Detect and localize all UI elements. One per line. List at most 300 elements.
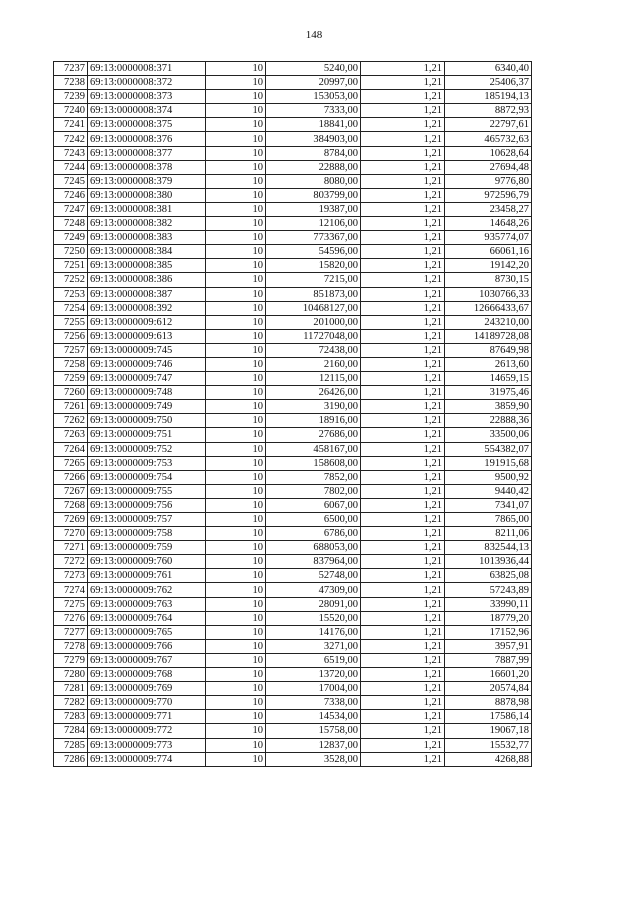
row-number-cell: 7273 (54, 569, 88, 583)
row-number-cell: 7266 (54, 470, 88, 484)
coefficient-cell: 1,21 (361, 118, 445, 132)
value-cell: 7338,00 (266, 696, 361, 710)
value-cell: 6067,00 (266, 498, 361, 512)
coefficient-cell: 1,21 (361, 428, 445, 442)
table-body (54, 62, 532, 767)
cadastral-number-cell: 69:13:0000009:748 (88, 386, 206, 400)
rate-cell: 10 (206, 470, 266, 484)
coefficient-cell: 1,21 (361, 639, 445, 653)
table-row (54, 400, 532, 414)
row-number-cell: 7245 (54, 174, 88, 188)
rate-cell: 10 (206, 527, 266, 541)
rate-cell: 10 (206, 456, 266, 470)
cadastral-number-cell: 69:13:0000009:752 (88, 442, 206, 456)
row-number-cell: 7267 (54, 484, 88, 498)
coefficient-cell: 1,21 (361, 62, 445, 76)
total-cell: 4268,88 (445, 752, 532, 766)
total-cell: 9500,92 (445, 470, 532, 484)
row-number-cell: 7252 (54, 273, 88, 287)
rate-cell: 10 (206, 202, 266, 216)
rate-cell: 10 (206, 738, 266, 752)
value-cell: 15758,00 (266, 724, 361, 738)
value-cell: 28091,00 (266, 597, 361, 611)
coefficient-cell: 1,21 (361, 231, 445, 245)
value-cell: 12106,00 (266, 217, 361, 231)
row-number-cell: 7237 (54, 62, 88, 76)
total-cell: 33500,06 (445, 428, 532, 442)
coefficient-cell: 1,21 (361, 372, 445, 386)
value-cell: 384903,00 (266, 132, 361, 146)
row-number-cell: 7256 (54, 329, 88, 343)
rate-cell: 10 (206, 653, 266, 667)
cadastral-number-cell: 69:13:0000009:765 (88, 625, 206, 639)
cadastral-number-cell: 69:13:0000008:382 (88, 217, 206, 231)
coefficient-cell: 1,21 (361, 696, 445, 710)
rate-cell: 10 (206, 329, 266, 343)
coefficient-cell: 1,21 (361, 188, 445, 202)
total-cell: 6340,40 (445, 62, 532, 76)
row-number-cell: 7264 (54, 442, 88, 456)
table-row (54, 329, 532, 343)
total-cell: 27694,48 (445, 160, 532, 174)
row-number-cell: 7248 (54, 217, 88, 231)
row-number-cell: 7247 (54, 202, 88, 216)
rate-cell: 10 (206, 315, 266, 329)
table-row (54, 301, 532, 315)
coefficient-cell: 1,21 (361, 76, 445, 90)
row-number-cell: 7282 (54, 696, 88, 710)
cadastral-number-cell: 69:13:0000008:371 (88, 62, 206, 76)
rate-cell: 10 (206, 414, 266, 428)
coefficient-cell: 1,21 (361, 442, 445, 456)
rate-cell: 10 (206, 541, 266, 555)
total-cell: 554382,07 (445, 442, 532, 456)
coefficient-cell: 1,21 (361, 710, 445, 724)
value-cell: 14534,00 (266, 710, 361, 724)
cadastral-number-cell: 69:13:0000009:764 (88, 611, 206, 625)
table-row (54, 62, 532, 76)
cadastral-number-cell: 69:13:0000008:377 (88, 146, 206, 160)
coefficient-cell: 1,21 (361, 287, 445, 301)
rate-cell: 10 (206, 484, 266, 498)
table-row (54, 132, 532, 146)
row-number-cell: 7240 (54, 104, 88, 118)
coefficient-cell: 1,21 (361, 682, 445, 696)
coefficient-cell: 1,21 (361, 146, 445, 160)
rate-cell: 10 (206, 245, 266, 259)
row-number-cell: 7238 (54, 76, 88, 90)
row-number-cell: 7269 (54, 513, 88, 527)
coefficient-cell: 1,21 (361, 174, 445, 188)
row-number-cell: 7259 (54, 372, 88, 386)
rate-cell: 10 (206, 188, 266, 202)
cadastral-number-cell: 69:13:0000008:384 (88, 245, 206, 259)
total-cell: 17586,14 (445, 710, 532, 724)
cadastral-number-cell: 69:13:0000009:773 (88, 738, 206, 752)
rate-cell: 10 (206, 513, 266, 527)
rate-cell: 10 (206, 301, 266, 315)
coefficient-cell: 1,21 (361, 414, 445, 428)
total-cell: 22888,36 (445, 414, 532, 428)
value-cell: 7333,00 (266, 104, 361, 118)
rate-cell: 10 (206, 174, 266, 188)
cadastral-number-cell: 69:13:0000009:746 (88, 357, 206, 371)
row-number-cell: 7246 (54, 188, 88, 202)
value-cell: 851873,00 (266, 287, 361, 301)
row-number-cell: 7286 (54, 752, 88, 766)
cadastral-number-cell: 69:13:0000009:771 (88, 710, 206, 724)
table-row (54, 498, 532, 512)
table-row (54, 245, 532, 259)
rate-cell: 10 (206, 752, 266, 766)
value-cell: 52748,00 (266, 569, 361, 583)
cadastral-number-cell: 69:13:0000009:755 (88, 484, 206, 498)
row-number-cell: 7270 (54, 527, 88, 541)
value-cell: 201000,00 (266, 315, 361, 329)
rate-cell: 10 (206, 498, 266, 512)
coefficient-cell: 1,21 (361, 90, 445, 104)
coefficient-cell: 1,21 (361, 301, 445, 315)
total-cell: 8730,15 (445, 273, 532, 287)
table-row (54, 682, 532, 696)
value-cell: 13720,00 (266, 668, 361, 682)
cadastral-number-cell: 69:13:0000009:767 (88, 653, 206, 667)
value-cell: 6786,00 (266, 527, 361, 541)
table-row (54, 527, 532, 541)
cadastral-number-cell: 69:13:0000008:375 (88, 118, 206, 132)
table-row (54, 442, 532, 456)
total-cell: 8211,06 (445, 527, 532, 541)
cadastral-number-cell: 69:13:0000008:380 (88, 188, 206, 202)
row-number-cell: 7274 (54, 583, 88, 597)
value-cell: 26426,00 (266, 386, 361, 400)
row-number-cell: 7257 (54, 343, 88, 357)
rate-cell: 10 (206, 90, 266, 104)
value-cell: 12837,00 (266, 738, 361, 752)
value-cell: 22888,00 (266, 160, 361, 174)
page-number: 148 (305, 29, 323, 41)
rate-cell: 10 (206, 104, 266, 118)
rate-cell: 10 (206, 386, 266, 400)
row-number-cell: 7262 (54, 414, 88, 428)
table-row (54, 738, 532, 752)
row-number-cell: 7254 (54, 301, 88, 315)
total-cell: 972596,79 (445, 188, 532, 202)
rate-cell: 10 (206, 343, 266, 357)
table-row (54, 372, 532, 386)
cadastral-number-cell: 69:13:0000008:376 (88, 132, 206, 146)
rate-cell: 10 (206, 555, 266, 569)
coefficient-cell: 1,21 (361, 668, 445, 682)
table-row (54, 513, 532, 527)
cadastral-number-cell: 69:13:0000008:373 (88, 90, 206, 104)
cadastral-number-cell: 69:13:0000008:378 (88, 160, 206, 174)
total-cell: 7341,07 (445, 498, 532, 512)
coefficient-cell: 1,21 (361, 329, 445, 343)
coefficient-cell: 1,21 (361, 160, 445, 174)
cadastral-number-cell: 69:13:0000009:766 (88, 639, 206, 653)
table-row (54, 597, 532, 611)
table-row (54, 653, 532, 667)
cadastral-number-cell: 69:13:0000009:754 (88, 470, 206, 484)
value-cell: 5240,00 (266, 62, 361, 76)
coefficient-cell: 1,21 (361, 625, 445, 639)
value-cell: 7215,00 (266, 273, 361, 287)
value-cell: 688053,00 (266, 541, 361, 555)
table-row (54, 470, 532, 484)
table-row (54, 484, 532, 498)
cadastral-number-cell: 69:13:0000009:613 (88, 329, 206, 343)
row-number-cell: 7250 (54, 245, 88, 259)
total-cell: 9776,80 (445, 174, 532, 188)
value-cell: 12115,00 (266, 372, 361, 386)
total-cell: 3859,90 (445, 400, 532, 414)
cadastral-number-cell: 69:13:0000009:749 (88, 400, 206, 414)
cadastral-number-cell: 69:13:0000009:747 (88, 372, 206, 386)
rate-cell: 10 (206, 273, 266, 287)
cadastral-number-cell: 69:13:0000008:381 (88, 202, 206, 216)
total-cell: 935774,07 (445, 231, 532, 245)
row-number-cell: 7268 (54, 498, 88, 512)
value-cell: 54596,00 (266, 245, 361, 259)
value-cell: 3190,00 (266, 400, 361, 414)
table-row (54, 724, 532, 738)
coefficient-cell: 1,21 (361, 245, 445, 259)
value-cell: 18841,00 (266, 118, 361, 132)
total-cell: 18779,20 (445, 611, 532, 625)
total-cell: 14189728,08 (445, 329, 532, 343)
coefficient-cell: 1,21 (361, 202, 445, 216)
table-row (54, 583, 532, 597)
total-cell: 19067,18 (445, 724, 532, 738)
cadastral-number-cell: 69:13:0000009:760 (88, 555, 206, 569)
table-row (54, 90, 532, 104)
total-cell: 87649,98 (445, 343, 532, 357)
cadastral-number-cell: 69:13:0000009:757 (88, 513, 206, 527)
coefficient-cell: 1,21 (361, 315, 445, 329)
coefficient-cell: 1,21 (361, 724, 445, 738)
rate-cell: 10 (206, 639, 266, 653)
coefficient-cell: 1,21 (361, 527, 445, 541)
row-number-cell: 7244 (54, 160, 88, 174)
rate-cell: 10 (206, 372, 266, 386)
cadastral-number-cell: 69:13:0000008:383 (88, 231, 206, 245)
table-row (54, 188, 532, 202)
cadastral-number-cell: 69:13:0000009:772 (88, 724, 206, 738)
rate-cell: 10 (206, 724, 266, 738)
rate-cell: 10 (206, 132, 266, 146)
value-cell: 14176,00 (266, 625, 361, 639)
rate-cell: 10 (206, 146, 266, 160)
rate-cell: 10 (206, 76, 266, 90)
cadastral-table (53, 61, 532, 767)
value-cell: 837964,00 (266, 555, 361, 569)
value-cell: 458167,00 (266, 442, 361, 456)
value-cell: 27686,00 (266, 428, 361, 442)
total-cell: 3957,91 (445, 639, 532, 653)
total-cell: 2613,60 (445, 357, 532, 371)
coefficient-cell: 1,21 (361, 738, 445, 752)
rate-cell: 10 (206, 118, 266, 132)
value-cell: 19387,00 (266, 202, 361, 216)
cadastral-number-cell: 69:13:0000009:753 (88, 456, 206, 470)
total-cell: 7865,00 (445, 513, 532, 527)
table-row (54, 315, 532, 329)
value-cell: 153053,00 (266, 90, 361, 104)
rate-cell: 10 (206, 442, 266, 456)
row-number-cell: 7280 (54, 668, 88, 682)
cadastral-number-cell: 69:13:0000009:762 (88, 583, 206, 597)
value-cell: 158608,00 (266, 456, 361, 470)
rate-cell: 10 (206, 428, 266, 442)
cadastral-number-cell: 69:13:0000009:759 (88, 541, 206, 555)
table-row (54, 555, 532, 569)
rate-cell: 10 (206, 668, 266, 682)
cadastral-number-cell: 69:13:0000008:379 (88, 174, 206, 188)
value-cell: 18916,00 (266, 414, 361, 428)
value-cell: 8080,00 (266, 174, 361, 188)
value-cell: 6500,00 (266, 513, 361, 527)
row-number-cell: 7241 (54, 118, 88, 132)
row-number-cell: 7276 (54, 611, 88, 625)
total-cell: 17152,96 (445, 625, 532, 639)
total-cell: 19142,20 (445, 259, 532, 273)
total-cell: 7887,99 (445, 653, 532, 667)
row-number-cell: 7275 (54, 597, 88, 611)
row-number-cell: 7249 (54, 231, 88, 245)
table-row (54, 414, 532, 428)
table-row (54, 343, 532, 357)
table-row (54, 104, 532, 118)
value-cell: 8784,00 (266, 146, 361, 160)
coefficient-cell: 1,21 (361, 104, 445, 118)
total-cell: 185194,13 (445, 90, 532, 104)
value-cell: 72438,00 (266, 343, 361, 357)
row-number-cell: 7255 (54, 315, 88, 329)
value-cell: 2160,00 (266, 357, 361, 371)
row-number-cell: 7261 (54, 400, 88, 414)
rate-cell: 10 (206, 696, 266, 710)
rate-cell: 10 (206, 231, 266, 245)
cadastral-number-cell: 69:13:0000008:374 (88, 104, 206, 118)
total-cell: 8872,93 (445, 104, 532, 118)
table-row (54, 569, 532, 583)
total-cell: 1013936,44 (445, 555, 532, 569)
total-cell: 22797,61 (445, 118, 532, 132)
total-cell: 14659,15 (445, 372, 532, 386)
table-row (54, 428, 532, 442)
total-cell: 57243,89 (445, 583, 532, 597)
value-cell: 11727048,00 (266, 329, 361, 343)
row-number-cell: 7285 (54, 738, 88, 752)
table-row (54, 625, 532, 639)
total-cell: 16601,20 (445, 668, 532, 682)
table-row (54, 710, 532, 724)
total-cell: 33990,11 (445, 597, 532, 611)
rate-cell: 10 (206, 357, 266, 371)
cadastral-number-cell: 69:13:0000009:758 (88, 527, 206, 541)
coefficient-cell: 1,21 (361, 259, 445, 273)
row-number-cell: 7242 (54, 132, 88, 146)
coefficient-cell: 1,21 (361, 752, 445, 766)
cadastral-number-cell: 69:13:0000009:745 (88, 343, 206, 357)
value-cell: 47309,00 (266, 583, 361, 597)
value-cell: 3528,00 (266, 752, 361, 766)
value-cell: 7852,00 (266, 470, 361, 484)
cadastral-number-cell: 69:13:0000009:769 (88, 682, 206, 696)
total-cell: 20574,84 (445, 682, 532, 696)
cadastral-number-cell: 69:13:0000009:750 (88, 414, 206, 428)
value-cell: 7802,00 (266, 484, 361, 498)
cadastral-number-cell: 69:13:0000009:768 (88, 668, 206, 682)
cadastral-number-cell: 69:13:0000009:756 (88, 498, 206, 512)
table-row (54, 146, 532, 160)
total-cell: 12666433,67 (445, 301, 532, 315)
coefficient-cell: 1,21 (361, 555, 445, 569)
table-row (54, 160, 532, 174)
value-cell: 10468127,00 (266, 301, 361, 315)
rate-cell: 10 (206, 400, 266, 414)
cadastral-number-cell: 69:13:0000009:763 (88, 597, 206, 611)
value-cell: 15820,00 (266, 259, 361, 273)
table-row (54, 541, 532, 555)
rate-cell: 10 (206, 611, 266, 625)
coefficient-cell: 1,21 (361, 498, 445, 512)
rate-cell: 10 (206, 160, 266, 174)
value-cell: 3271,00 (266, 639, 361, 653)
table-row (54, 76, 532, 90)
row-number-cell: 7272 (54, 555, 88, 569)
rate-cell: 10 (206, 287, 266, 301)
total-cell: 25406,37 (445, 76, 532, 90)
coefficient-cell: 1,21 (361, 470, 445, 484)
row-number-cell: 7278 (54, 639, 88, 653)
rate-cell: 10 (206, 682, 266, 696)
total-cell: 465732,63 (445, 132, 532, 146)
row-number-cell: 7271 (54, 541, 88, 555)
table-row (54, 357, 532, 371)
coefficient-cell: 1,21 (361, 400, 445, 414)
total-cell: 14648,26 (445, 217, 532, 231)
row-number-cell: 7265 (54, 456, 88, 470)
rate-cell: 10 (206, 569, 266, 583)
total-cell: 31975,46 (445, 386, 532, 400)
coefficient-cell: 1,21 (361, 456, 445, 470)
row-number-cell: 7251 (54, 259, 88, 273)
total-cell: 1030766,33 (445, 287, 532, 301)
table-row (54, 259, 532, 273)
total-cell: 23458,27 (445, 202, 532, 216)
coefficient-cell: 1,21 (361, 583, 445, 597)
coefficient-cell: 1,21 (361, 597, 445, 611)
value-cell: 15520,00 (266, 611, 361, 625)
coefficient-cell: 1,21 (361, 343, 445, 357)
table-row (54, 668, 532, 682)
row-number-cell: 7283 (54, 710, 88, 724)
total-cell: 66061,16 (445, 245, 532, 259)
value-cell: 20997,00 (266, 76, 361, 90)
row-number-cell: 7284 (54, 724, 88, 738)
table-row (54, 273, 532, 287)
cadastral-number-cell: 69:13:0000009:761 (88, 569, 206, 583)
table-row (54, 752, 532, 766)
rate-cell: 10 (206, 217, 266, 231)
rate-cell: 10 (206, 710, 266, 724)
row-number-cell: 7281 (54, 682, 88, 696)
coefficient-cell: 1,21 (361, 357, 445, 371)
cadastral-number-cell: 69:13:0000009:751 (88, 428, 206, 442)
rate-cell: 10 (206, 259, 266, 273)
